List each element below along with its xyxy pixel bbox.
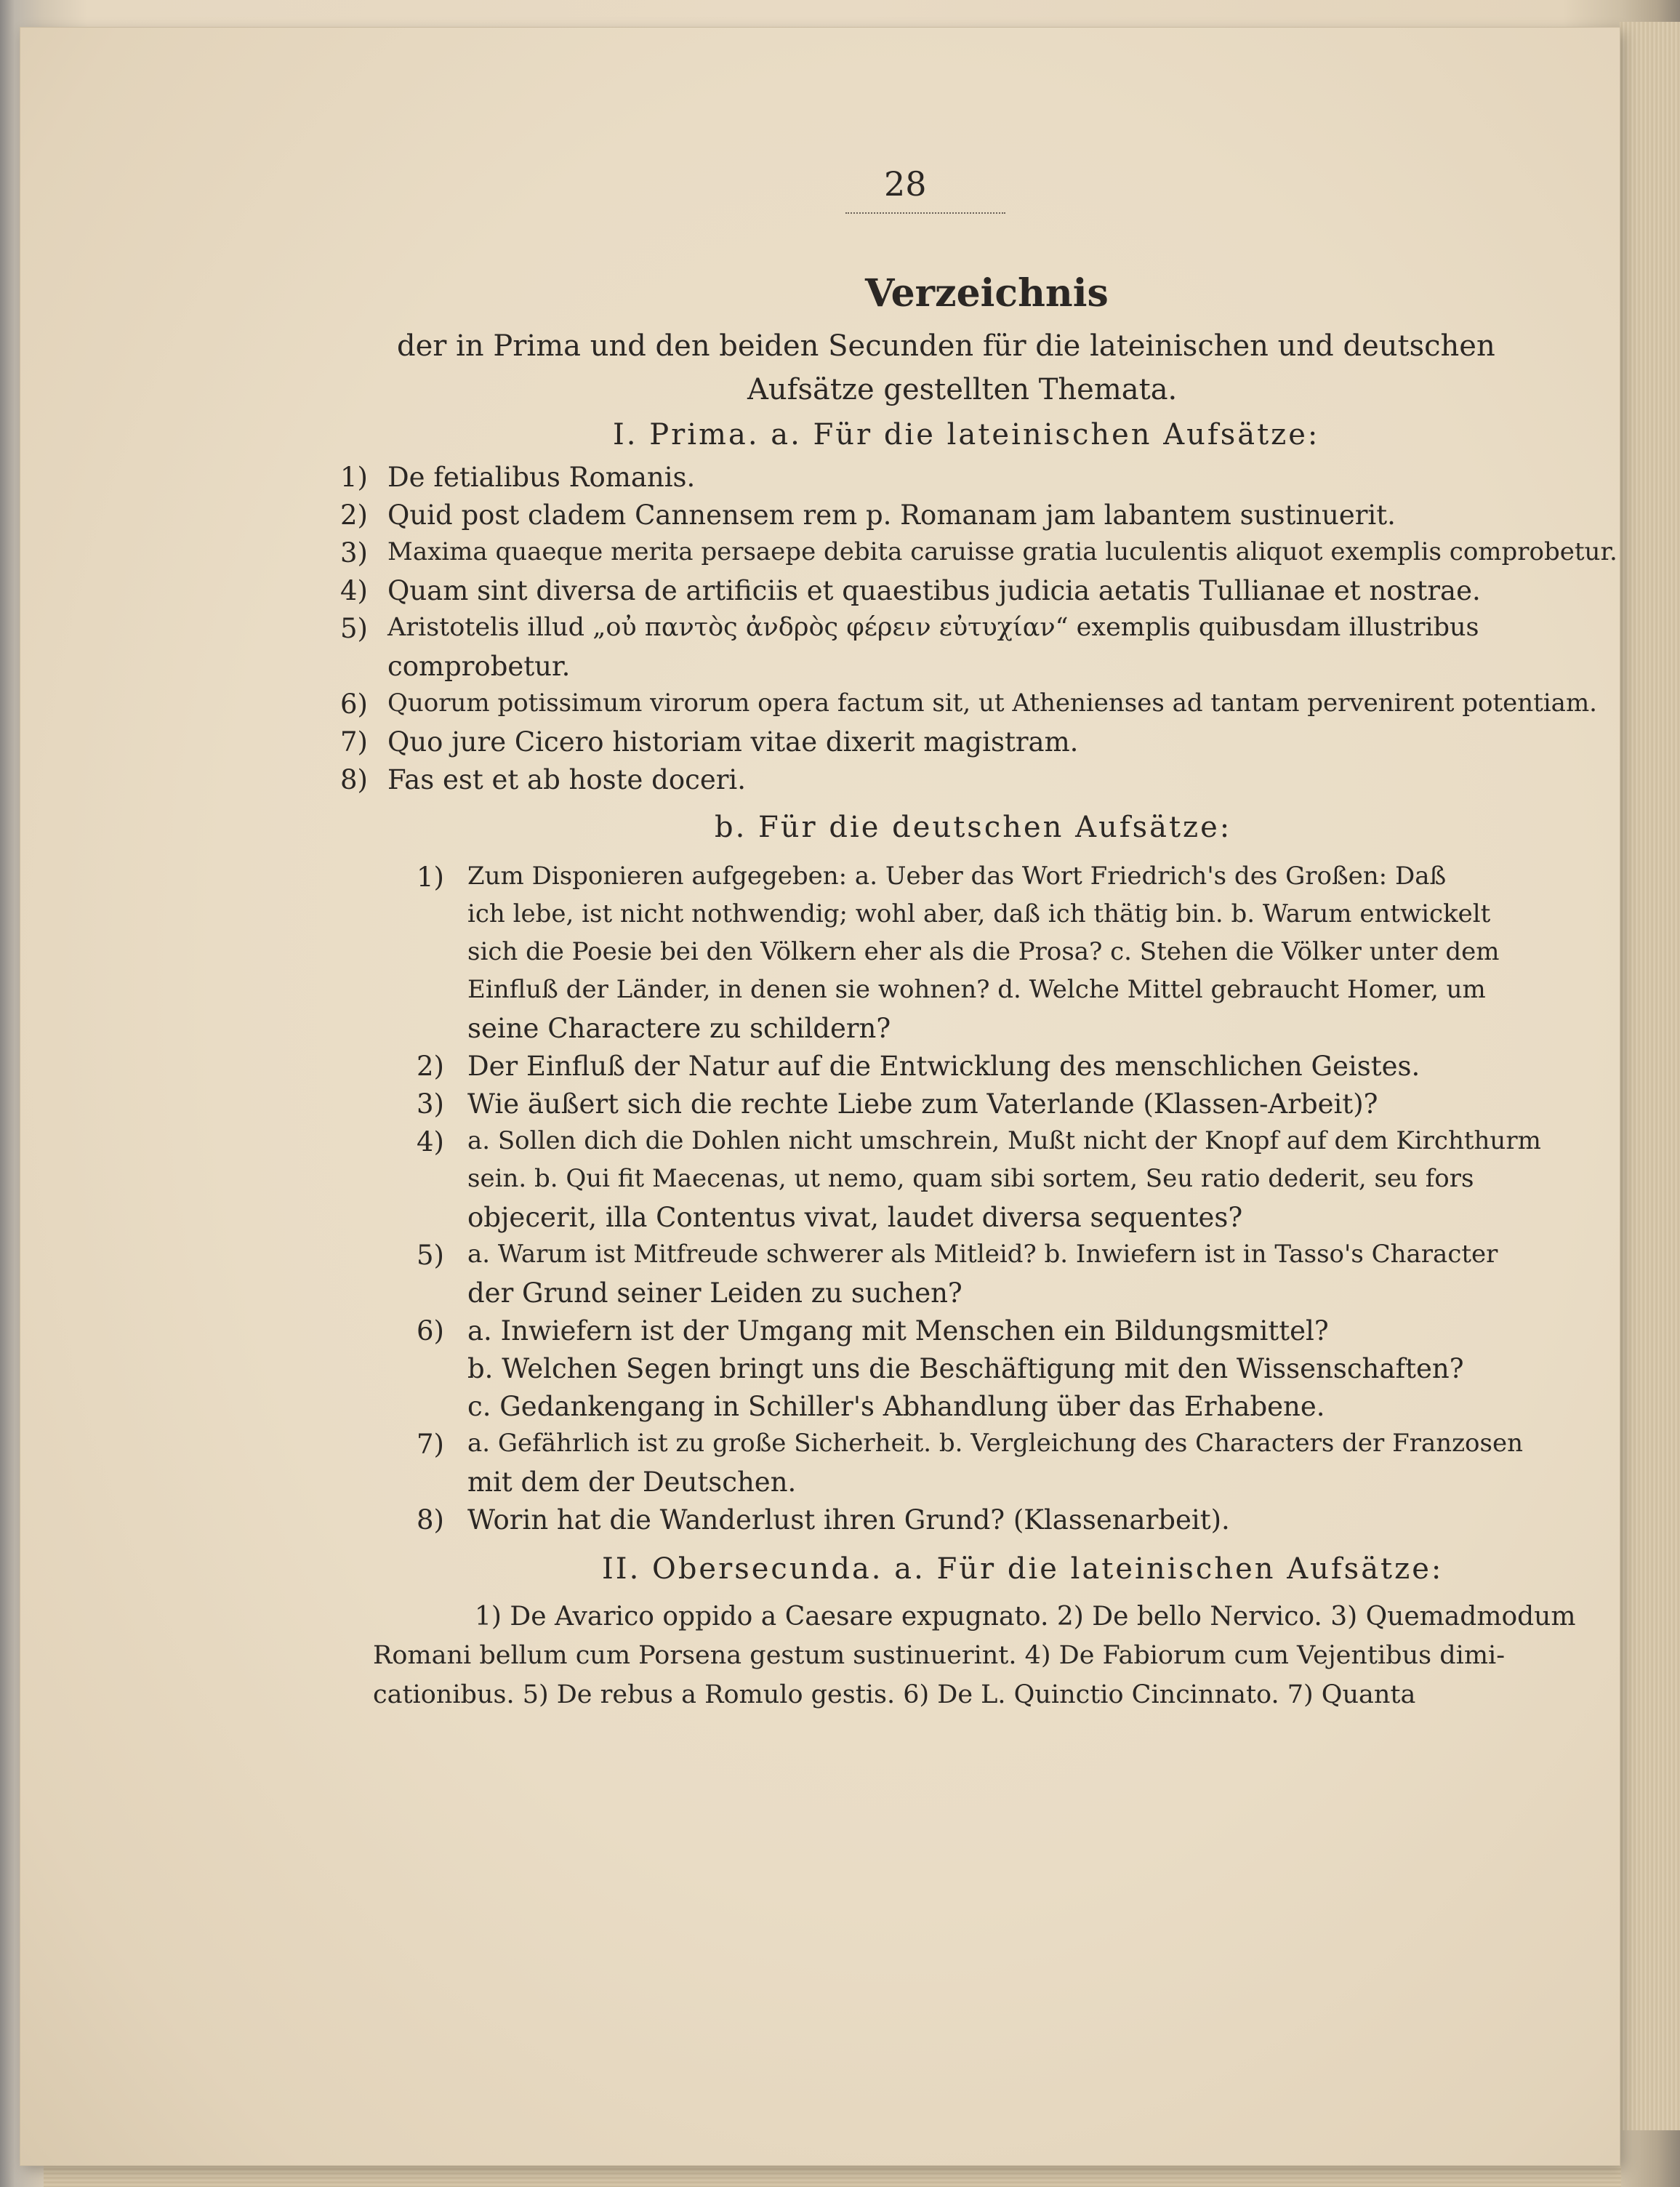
list-item-number: 8) — [340, 764, 368, 795]
paragraph-line: cationibus. 5) De rebus a Romulo gestis. 6) De L. Quinctio Cincinnato. 7) Quanta — [373, 1680, 1416, 1709]
list-item-continuation: objecerit, illa Contentus vivat, laudet diversa sequentes? — [467, 1202, 1243, 1233]
paragraph-line: 1) De Avarico oppido a Caesare expugnato. 2) De bello Nervico. 3) Quemadmodum — [475, 1602, 1576, 1632]
list-item-number: 6) — [417, 1315, 444, 1347]
list-item-continuation: sich die Poesie bei den Völkern eher als die Prosa? c. Stehen die Völker unter dem — [467, 937, 1500, 966]
list-item-continuation: sein. b. Qui fit Maecenas, ut nemo, quam sibi sortem, Seu ratio dederit, seu fors — [467, 1164, 1474, 1193]
list-item-continuation: ich lebe, ist nicht nothwendig; wohl aber, daß ich thätig bin. b. Warum entwickelt — [467, 899, 1491, 928]
list-item-continuation: c. Gedankengang in Schiller's Abhandlung über das Erhabene. — [467, 1391, 1325, 1422]
list-item: Wie äußert sich die rechte Liebe zum Vaterlande (Klassen-Arbeit)? — [467, 1088, 1378, 1120]
list-item-continuation: comprobetur. — [387, 651, 571, 682]
list-item: a. Sollen dich die Dohlen nicht umschrein, Mußt nicht der Knopf auf dem Kirchthurm — [467, 1126, 1541, 1155]
list-item: Quid post cladem Cannensem rem p. Romanam jam labantem sustinuerit. — [387, 499, 1396, 531]
list-item: Quam sint diversa de artificiis et quaestibus judicia aetatis Tullianae et nostrae. — [387, 575, 1481, 606]
list-item-continuation: Einfluß der Länder, in denen sie wohnen? d. Welche Mittel gebraucht Homer, um — [467, 975, 1486, 1004]
page-edge-right — [1620, 22, 1680, 2130]
obersecunda-heading: II. Obersecunda. a. Für die lateinischen Aufsätze: — [602, 1552, 1444, 1586]
list-item-number: 3) — [340, 537, 368, 569]
list-item-number: 4) — [340, 575, 368, 606]
list-item-number: 7) — [340, 726, 368, 758]
list-item-number: 7) — [417, 1429, 444, 1460]
paragraph-line: Romani bellum cum Porsena gestum sustinuerint. 4) De Fabiorum cum Vejentibus dimi- — [373, 1641, 1506, 1670]
page-content — [20, 28, 1620, 2165]
list-item-number: 5) — [340, 613, 368, 644]
list-item: Zum Disponieren aufgegeben: a. Ueber das Wort Friedrich's des Großen: Daß — [467, 862, 1447, 891]
list-item-number: 2) — [340, 499, 368, 531]
list-item: Quo jure Cicero historiam vitae dixerit magistram. — [387, 726, 1079, 758]
list-item-continuation: mit dem der Deutschen. — [467, 1466, 797, 1498]
list-item-continuation: der Grund seiner Leiden zu suchen? — [467, 1277, 962, 1309]
list-item: a. Gefährlich ist zu große Sicherheit. b. Vergleichung des Characters der Franzosen — [467, 1429, 1523, 1458]
prima-heading: I. Prima. a. Für die lateinischen Aufsätze: — [613, 418, 1320, 452]
page-number: 28 — [884, 164, 927, 204]
subtitle-line-1: der in Prima und den beiden Secunden für die lateinischen und deutschen — [397, 329, 1495, 363]
list-item: De fetialibus Romanis. — [387, 462, 696, 493]
document-page — [20, 28, 1620, 2165]
list-item-number: 8) — [417, 1504, 444, 1536]
subtitle-line-2: Aufsätze gestellten Themata. — [747, 373, 1178, 406]
list-item-number: 6) — [340, 689, 368, 720]
prima-german-heading: b. Für die deutschen Aufsätze: — [715, 811, 1232, 844]
list-item-number: 2) — [417, 1051, 444, 1082]
page-edge-bottom — [44, 2165, 1621, 2187]
ornament-rule — [845, 208, 1005, 214]
list-item-number: 4) — [417, 1126, 444, 1157]
list-item: Fas est et ab hoste doceri. — [387, 764, 746, 795]
list-item: a. Inwiefern ist der Umgang mit Menschen ein Bildungsmittel? — [467, 1315, 1329, 1347]
list-item-number: 1) — [340, 462, 368, 493]
list-item: Worin hat die Wanderlust ihren Grund? (Klassenarbeit). — [467, 1504, 1230, 1536]
list-item: Aristotelis illud „οὐ παντὸς ἀνδρὸς φέρειν εὐτυχίαν“ exemplis quibusdam illustribus — [387, 613, 1479, 642]
list-item: Maxima quaeque merita persaepe debita caruisse gratia luculentis aliquot exemplis comprobetur. — [387, 537, 1617, 566]
list-item-number: 1) — [417, 862, 444, 893]
list-item-number: 5) — [417, 1240, 444, 1271]
list-item: Der Einfluß der Natur auf die Entwicklung des menschlichen Geistes. — [467, 1051, 1420, 1082]
list-item-continuation: b. Welchen Segen bringt uns die Beschäftigung mit den Wissenschaften? — [467, 1353, 1464, 1384]
list-item: Quorum potissimum virorum opera factum sit, ut Athenienses ad tantam pervenirent potentiam. — [387, 689, 1597, 718]
page-title: Verzeichnis — [865, 271, 1109, 316]
list-item-number: 3) — [417, 1088, 444, 1120]
list-item-continuation: seine Charactere zu schildern? — [467, 1013, 891, 1044]
list-item: a. Warum ist Mitfreude schwerer als Mitleid? b. Inwiefern ist in Tasso's Character — [467, 1240, 1498, 1269]
